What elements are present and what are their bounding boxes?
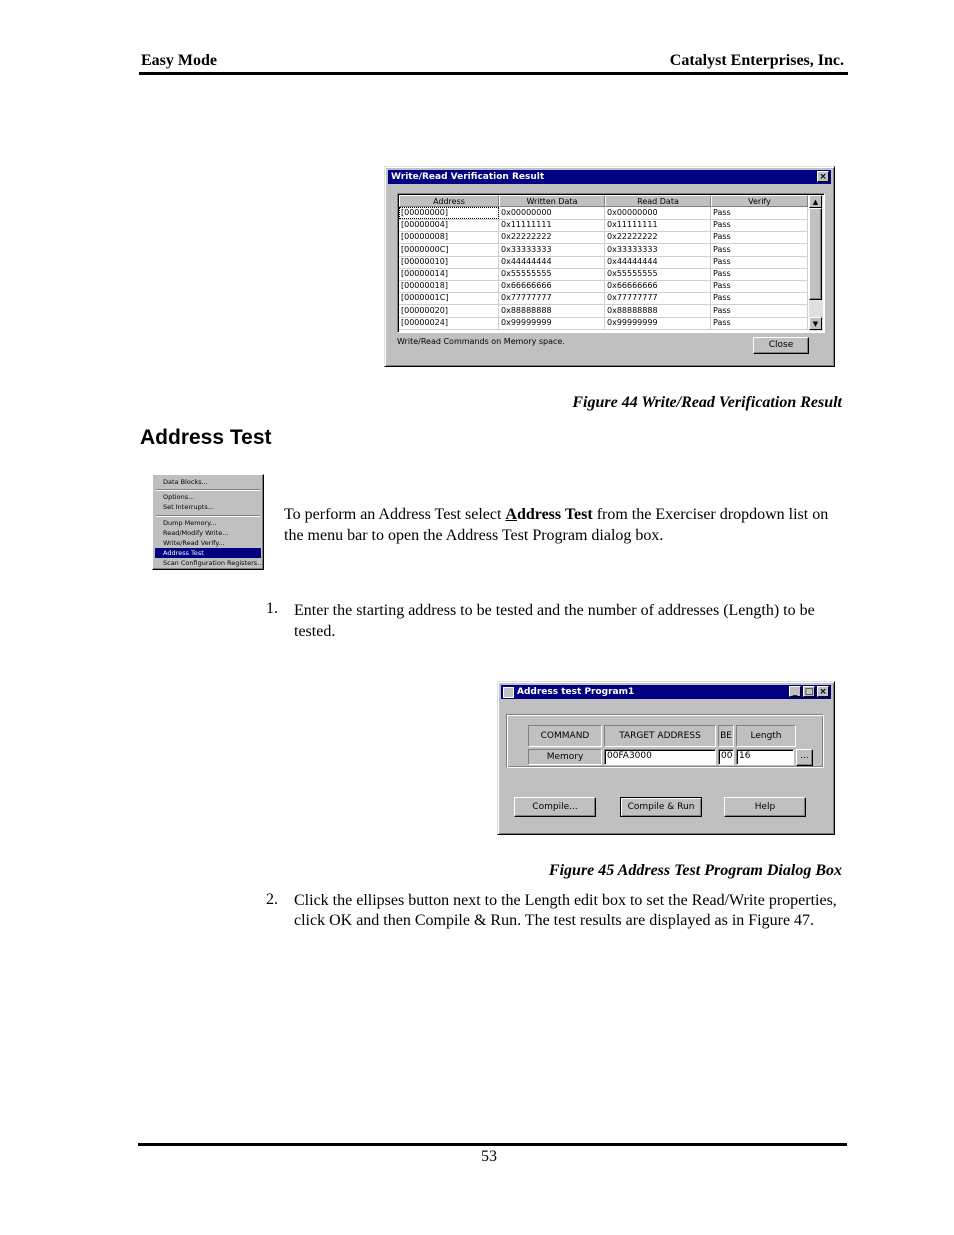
read-data-cell: 0x88888888: [605, 305, 711, 317]
read-data-cell: 0x33333333: [605, 244, 711, 256]
close-button[interactable]: Close: [753, 337, 809, 354]
header-rule: [139, 72, 848, 75]
written-data-cell: 0x77777777: [499, 292, 605, 304]
read-data-cell: 0x44444444: [605, 256, 711, 268]
be-header: BE: [718, 725, 734, 747]
column-header-written-data[interactable]: Written Data: [499, 195, 605, 207]
menu-item-scan-configuration-registers[interactable]: Scan Configuration Registers...: [163, 559, 264, 567]
verify-cell: Pass: [711, 280, 808, 292]
table-row[interactable]: [399, 280, 808, 293]
address-cell: [00000008]: [399, 231, 499, 243]
command-value: Memory: [528, 749, 602, 765]
compile-and-run-button[interactable]: Compile & Run: [620, 797, 702, 817]
column-header-verify[interactable]: Verify: [711, 195, 808, 207]
address-cell: [00000018]: [399, 280, 499, 292]
verify-cell: Pass: [711, 268, 808, 280]
written-data-cell: 0x88888888: [499, 305, 605, 317]
app-icon: [503, 687, 514, 698]
menu-item-write-read-verify[interactable]: Write/Read Verify...: [163, 539, 225, 547]
verify-cell: Pass: [711, 317, 808, 329]
address-cell: [00000000]: [399, 207, 499, 219]
scroll-up-icon[interactable]: ▲: [809, 195, 822, 208]
intro-menu-reference-accelerator: A: [505, 506, 517, 523]
table-row[interactable]: [399, 317, 808, 330]
table-row[interactable]: [399, 268, 808, 281]
read-data-cell: 0x11111111: [605, 219, 711, 231]
read-data-cell: 0x99999999: [605, 317, 711, 329]
header-right: Catalyst Enterprises, Inc.: [669, 52, 844, 69]
length-header: Length: [736, 725, 796, 747]
header-left: Easy Mode: [141, 52, 217, 69]
help-button[interactable]: Help: [724, 797, 806, 817]
table-row[interactable]: [399, 244, 808, 257]
compile-button[interactable]: Compile...: [514, 797, 596, 817]
menu-item-address-test[interactable]: Address Test: [155, 548, 261, 558]
table-row[interactable]: [399, 207, 808, 220]
written-data-cell: 0x55555555: [499, 268, 605, 280]
target-address-input[interactable]: 00FA3000: [604, 749, 716, 765]
step-2-number: 2.: [266, 891, 278, 908]
written-data-cell: 0x11111111: [499, 219, 605, 231]
intro-text-before: To perform an Address Test select: [284, 506, 506, 523]
maximize-icon[interactable]: □: [804, 687, 814, 697]
menu-separator: [156, 489, 260, 491]
written-data-cell: 0x33333333: [499, 244, 605, 256]
section-title: Address Test: [140, 426, 272, 449]
column-header-address[interactable]: Address: [399, 195, 499, 207]
close-icon[interactable]: ×: [817, 171, 829, 182]
ellipsis-button[interactable]: ...: [796, 749, 813, 766]
address-cell: [00000024]: [399, 317, 499, 329]
length-input[interactable]: 16: [736, 749, 794, 765]
verify-cell: Pass: [711, 244, 808, 256]
close-icon[interactable]: ×: [817, 686, 829, 697]
footer-rule: [138, 1143, 847, 1146]
written-data-cell: 0x22222222: [499, 231, 605, 243]
page-number: 53: [481, 1148, 497, 1165]
address-cell: [0000000C]: [399, 244, 499, 256]
menu-item-read-modify-write[interactable]: Read/Modify Write...: [163, 529, 229, 537]
address-cell: [0000001C]: [399, 292, 499, 304]
written-data-cell: 0x66666666: [499, 280, 605, 292]
address-cell: [00000010]: [399, 256, 499, 268]
target-address-header: TARGET ADDRESS: [604, 725, 716, 747]
table-row[interactable]: [399, 292, 808, 305]
written-data-cell: 0x99999999: [499, 317, 605, 329]
step-1-number: 1.: [266, 600, 278, 617]
window-titlebar: [388, 170, 831, 184]
verify-cell: Pass: [711, 207, 808, 219]
window-title: Address test Program1: [517, 687, 635, 697]
window-title: Write/Read Verification Result: [391, 172, 545, 182]
command-header: COMMAND: [528, 725, 602, 747]
menu-separator: [156, 515, 260, 517]
address-test-program-window: [497, 681, 835, 835]
intro-paragraph: [284, 504, 844, 546]
menu-item-data-blocks[interactable]: Data Blocks...: [163, 478, 208, 486]
menu-item-set-interrupts[interactable]: Set Interrupts...: [163, 503, 214, 511]
written-data-cell: 0x00000000: [499, 207, 605, 219]
verify-cell: Pass: [711, 292, 808, 304]
minimize-icon[interactable]: _: [789, 686, 801, 697]
verify-cell: Pass: [711, 231, 808, 243]
vertical-scrollbar[interactable]: [809, 195, 823, 331]
step-2-text: Click the ellipses button next to the Length edit box to set the Read/Write properties, click OK and then Compile & Run. The test results are displayed as in Figure 47.: [294, 892, 837, 929]
intro-menu-reference: [505, 506, 592, 523]
intro-text-after: from the Exerciser dropdown list on the menu bar to open the Address Test Program dialog box.: [284, 506, 829, 544]
read-data-cell: 0x77777777: [605, 292, 711, 304]
exerciser-menu: [152, 474, 264, 570]
written-data-cell: 0x44444444: [499, 256, 605, 268]
verification-result-window: [384, 166, 835, 367]
menu-item-dump-memory[interactable]: Dump Memory...: [163, 519, 217, 527]
scroll-down-icon[interactable]: ▼: [809, 317, 822, 330]
read-data-cell: 0x66666666: [605, 280, 711, 292]
address-cell: [00000014]: [399, 268, 499, 280]
scroll-thumb[interactable]: [809, 208, 822, 300]
menu-item-options[interactable]: Options...: [163, 493, 195, 501]
figure-45-caption: Figure 45 Address Test Program Dialog Box: [548, 862, 842, 879]
window-titlebar: [501, 685, 831, 699]
table-row[interactable]: [399, 305, 808, 318]
read-data-cell: 0x55555555: [605, 268, 711, 280]
status-text: Write/Read Commands on Memory space.: [397, 337, 565, 346]
verify-cell: Pass: [711, 256, 808, 268]
results-list[interactable]: [397, 193, 825, 333]
table-row[interactable]: [399, 256, 808, 269]
verify-cell: Pass: [711, 219, 808, 231]
verify-cell: Pass: [711, 305, 808, 317]
table-row[interactable]: [399, 231, 808, 244]
figure-44-caption: Figure 44 Write/Read Verification Result: [572, 394, 842, 411]
address-cell: [00000020]: [399, 305, 499, 317]
read-data-cell: 0x22222222: [605, 231, 711, 243]
read-data-cell: 0x00000000: [605, 207, 711, 219]
step-1-text: Enter the starting address to be tested and the number of addresses (Length) to be tested.: [294, 602, 815, 640]
address-cell: [00000004]: [399, 219, 499, 231]
column-header-read-data[interactable]: Read Data: [605, 195, 711, 207]
be-input[interactable]: 00: [718, 749, 734, 765]
table-row[interactable]: [399, 219, 808, 232]
intro-menu-reference-rest: ddress Test: [516, 506, 593, 523]
